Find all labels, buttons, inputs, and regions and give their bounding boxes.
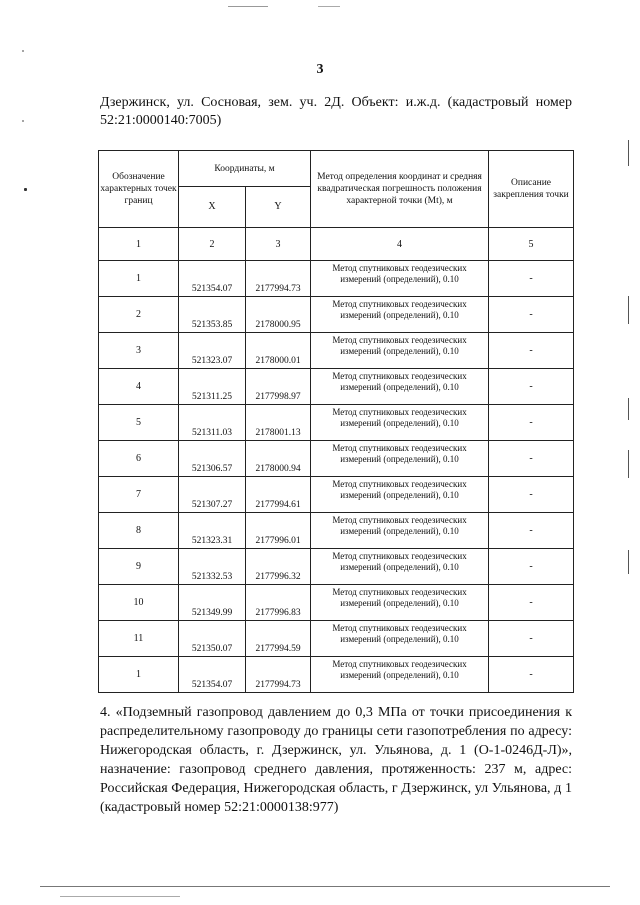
coordinate-y: 2177998.97	[246, 369, 311, 405]
scan-artifact	[628, 550, 629, 574]
point-description: -	[489, 333, 574, 369]
scan-artifact	[22, 50, 24, 52]
measurement-method: Метод спутниковых геодезических измерений (определений), 0.10	[311, 333, 489, 369]
point-designation: 9	[99, 549, 179, 585]
table-row	[99, 333, 574, 369]
point-designation: 4	[99, 369, 179, 405]
coordinate-x: 521332.53	[179, 549, 246, 585]
table-row	[99, 549, 574, 585]
coordinate-y: 2177996.01	[246, 513, 311, 549]
header-method: Метод определения координат и средняя квадратическая погрешность положения характерной точки (Mt), м	[311, 151, 489, 228]
scan-artifact	[228, 6, 268, 7]
scan-artifact	[628, 398, 629, 420]
point-designation: 1	[99, 657, 179, 693]
measurement-method: Метод спутниковых геодезических измерений (определений), 0.10	[311, 513, 489, 549]
column-number: 3	[246, 228, 311, 261]
coordinate-y: 2178000.94	[246, 441, 311, 477]
point-description: -	[489, 585, 574, 621]
coordinate-y: 2178000.95	[246, 297, 311, 333]
scan-artifact	[318, 6, 340, 7]
column-number: 2	[179, 228, 246, 261]
coordinate-x: 521307.27	[179, 477, 246, 513]
table-row	[99, 369, 574, 405]
measurement-method: Метод спутниковых геодезических измерений (определений), 0.10	[311, 621, 489, 657]
point-description: -	[489, 441, 574, 477]
table-row	[99, 405, 574, 441]
measurement-method: Метод спутниковых геодезических измерений (определений), 0.10	[311, 549, 489, 585]
coordinate-x: 521323.07	[179, 333, 246, 369]
point-description: -	[489, 297, 574, 333]
gas-pipeline-paragraph: 4. «Подземный газопровод давлением до 0,3 МПа от точки присоединения к распределительному газопроводу до границы сети газопотребления по адресу: Нижегородская область, г. Дзержинск, ул. Ульянова, д. 1 (О-1-0246Д-Л)», назначение: газопровод среднего давления, протяженность: 237 м, адрес: Российская Федерация, Нижегородская область, г Дзержинск, ул Ульянова, д 1 (кадастровый номер 52:21:0000138:977)	[100, 705, 572, 815]
coordinate-x: 521350.07	[179, 621, 246, 657]
point-designation: 3	[99, 333, 179, 369]
coordinate-y: 2177996.32	[246, 549, 311, 585]
coordinate-x: 521311.25	[179, 369, 246, 405]
scan-artifact	[22, 120, 24, 122]
coordinate-x: 521311.03	[179, 405, 246, 441]
measurement-method: Метод спутниковых геодезических измерений (определений), 0.10	[311, 441, 489, 477]
table-row	[99, 621, 574, 657]
measurement-method: Метод спутниковых геодезических измерений (определений), 0.10	[311, 405, 489, 441]
header-description: Описание закрепления точки	[489, 151, 574, 228]
coordinate-y: 2177994.73	[246, 657, 311, 693]
coordinate-y: 2177994.61	[246, 477, 311, 513]
coordinate-y: 2178001.13	[246, 405, 311, 441]
coordinate-y: 2177994.73	[246, 261, 311, 297]
point-designation: 6	[99, 441, 179, 477]
coordinates-table	[98, 150, 574, 693]
coordinate-y: 2178000.01	[246, 333, 311, 369]
column-number: 5	[489, 228, 574, 261]
point-designation: 1	[99, 261, 179, 297]
table-row	[99, 261, 574, 297]
point-description: -	[489, 549, 574, 585]
point-description: -	[489, 513, 574, 549]
column-number: 1	[99, 228, 179, 261]
scan-artifact	[40, 886, 610, 887]
coordinate-x: 521323.31	[179, 513, 246, 549]
point-description: -	[489, 405, 574, 441]
table-row	[99, 657, 574, 693]
measurement-method: Метод спутниковых геодезических измерений (определений), 0.10	[311, 369, 489, 405]
measurement-method: Метод спутниковых геодезических измерений (определений), 0.10	[311, 477, 489, 513]
point-description: -	[489, 621, 574, 657]
point-designation: 11	[99, 621, 179, 657]
point-description: -	[489, 477, 574, 513]
column-number: 4	[311, 228, 489, 261]
coordinate-x: 521353.85	[179, 297, 246, 333]
coordinate-x: 521354.07	[179, 657, 246, 693]
point-designation: 2	[99, 297, 179, 333]
point-designation: 10	[99, 585, 179, 621]
point-description: -	[489, 657, 574, 693]
page-number: 3	[316, 62, 324, 77]
scan-artifact	[628, 450, 629, 478]
measurement-method: Метод спутниковых геодезических измерений (определений), 0.10	[311, 297, 489, 333]
point-description: -	[489, 261, 574, 297]
table-row	[99, 513, 574, 549]
coordinate-x: 521306.57	[179, 441, 246, 477]
scan-artifact	[628, 140, 629, 166]
table-row	[99, 477, 574, 513]
coordinate-y: 2177996.83	[246, 585, 311, 621]
object-heading: Дзержинск, ул. Сосновая, зем. уч. 2Д. Объект: и.ж.д. (кадастровый номер 52:21:0000140:7005)	[100, 95, 572, 128]
scan-artifact	[24, 188, 27, 191]
header-x: X	[179, 187, 246, 228]
measurement-method: Метод спутниковых геодезических измерений (определений), 0.10	[311, 585, 489, 621]
scan-artifact	[60, 896, 180, 897]
table-row	[99, 585, 574, 621]
scan-artifact	[628, 296, 629, 324]
header-designation: Обозначение характерных точек границ	[99, 151, 179, 228]
header-coordinates: Координаты, м	[179, 151, 311, 187]
measurement-method: Метод спутниковых геодезических измерений (определений), 0.10	[311, 657, 489, 693]
coordinate-x: 521349.99	[179, 585, 246, 621]
coordinate-x: 521354.07	[179, 261, 246, 297]
point-designation: 8	[99, 513, 179, 549]
point-designation: 5	[99, 405, 179, 441]
table-row	[99, 297, 574, 333]
table-row	[99, 441, 574, 477]
point-description: -	[489, 369, 574, 405]
point-designation: 7	[99, 477, 179, 513]
coordinate-y: 2177994.59	[246, 621, 311, 657]
header-y: Y	[246, 187, 311, 228]
measurement-method: Метод спутниковых геодезических измерений (определений), 0.10	[311, 261, 489, 297]
